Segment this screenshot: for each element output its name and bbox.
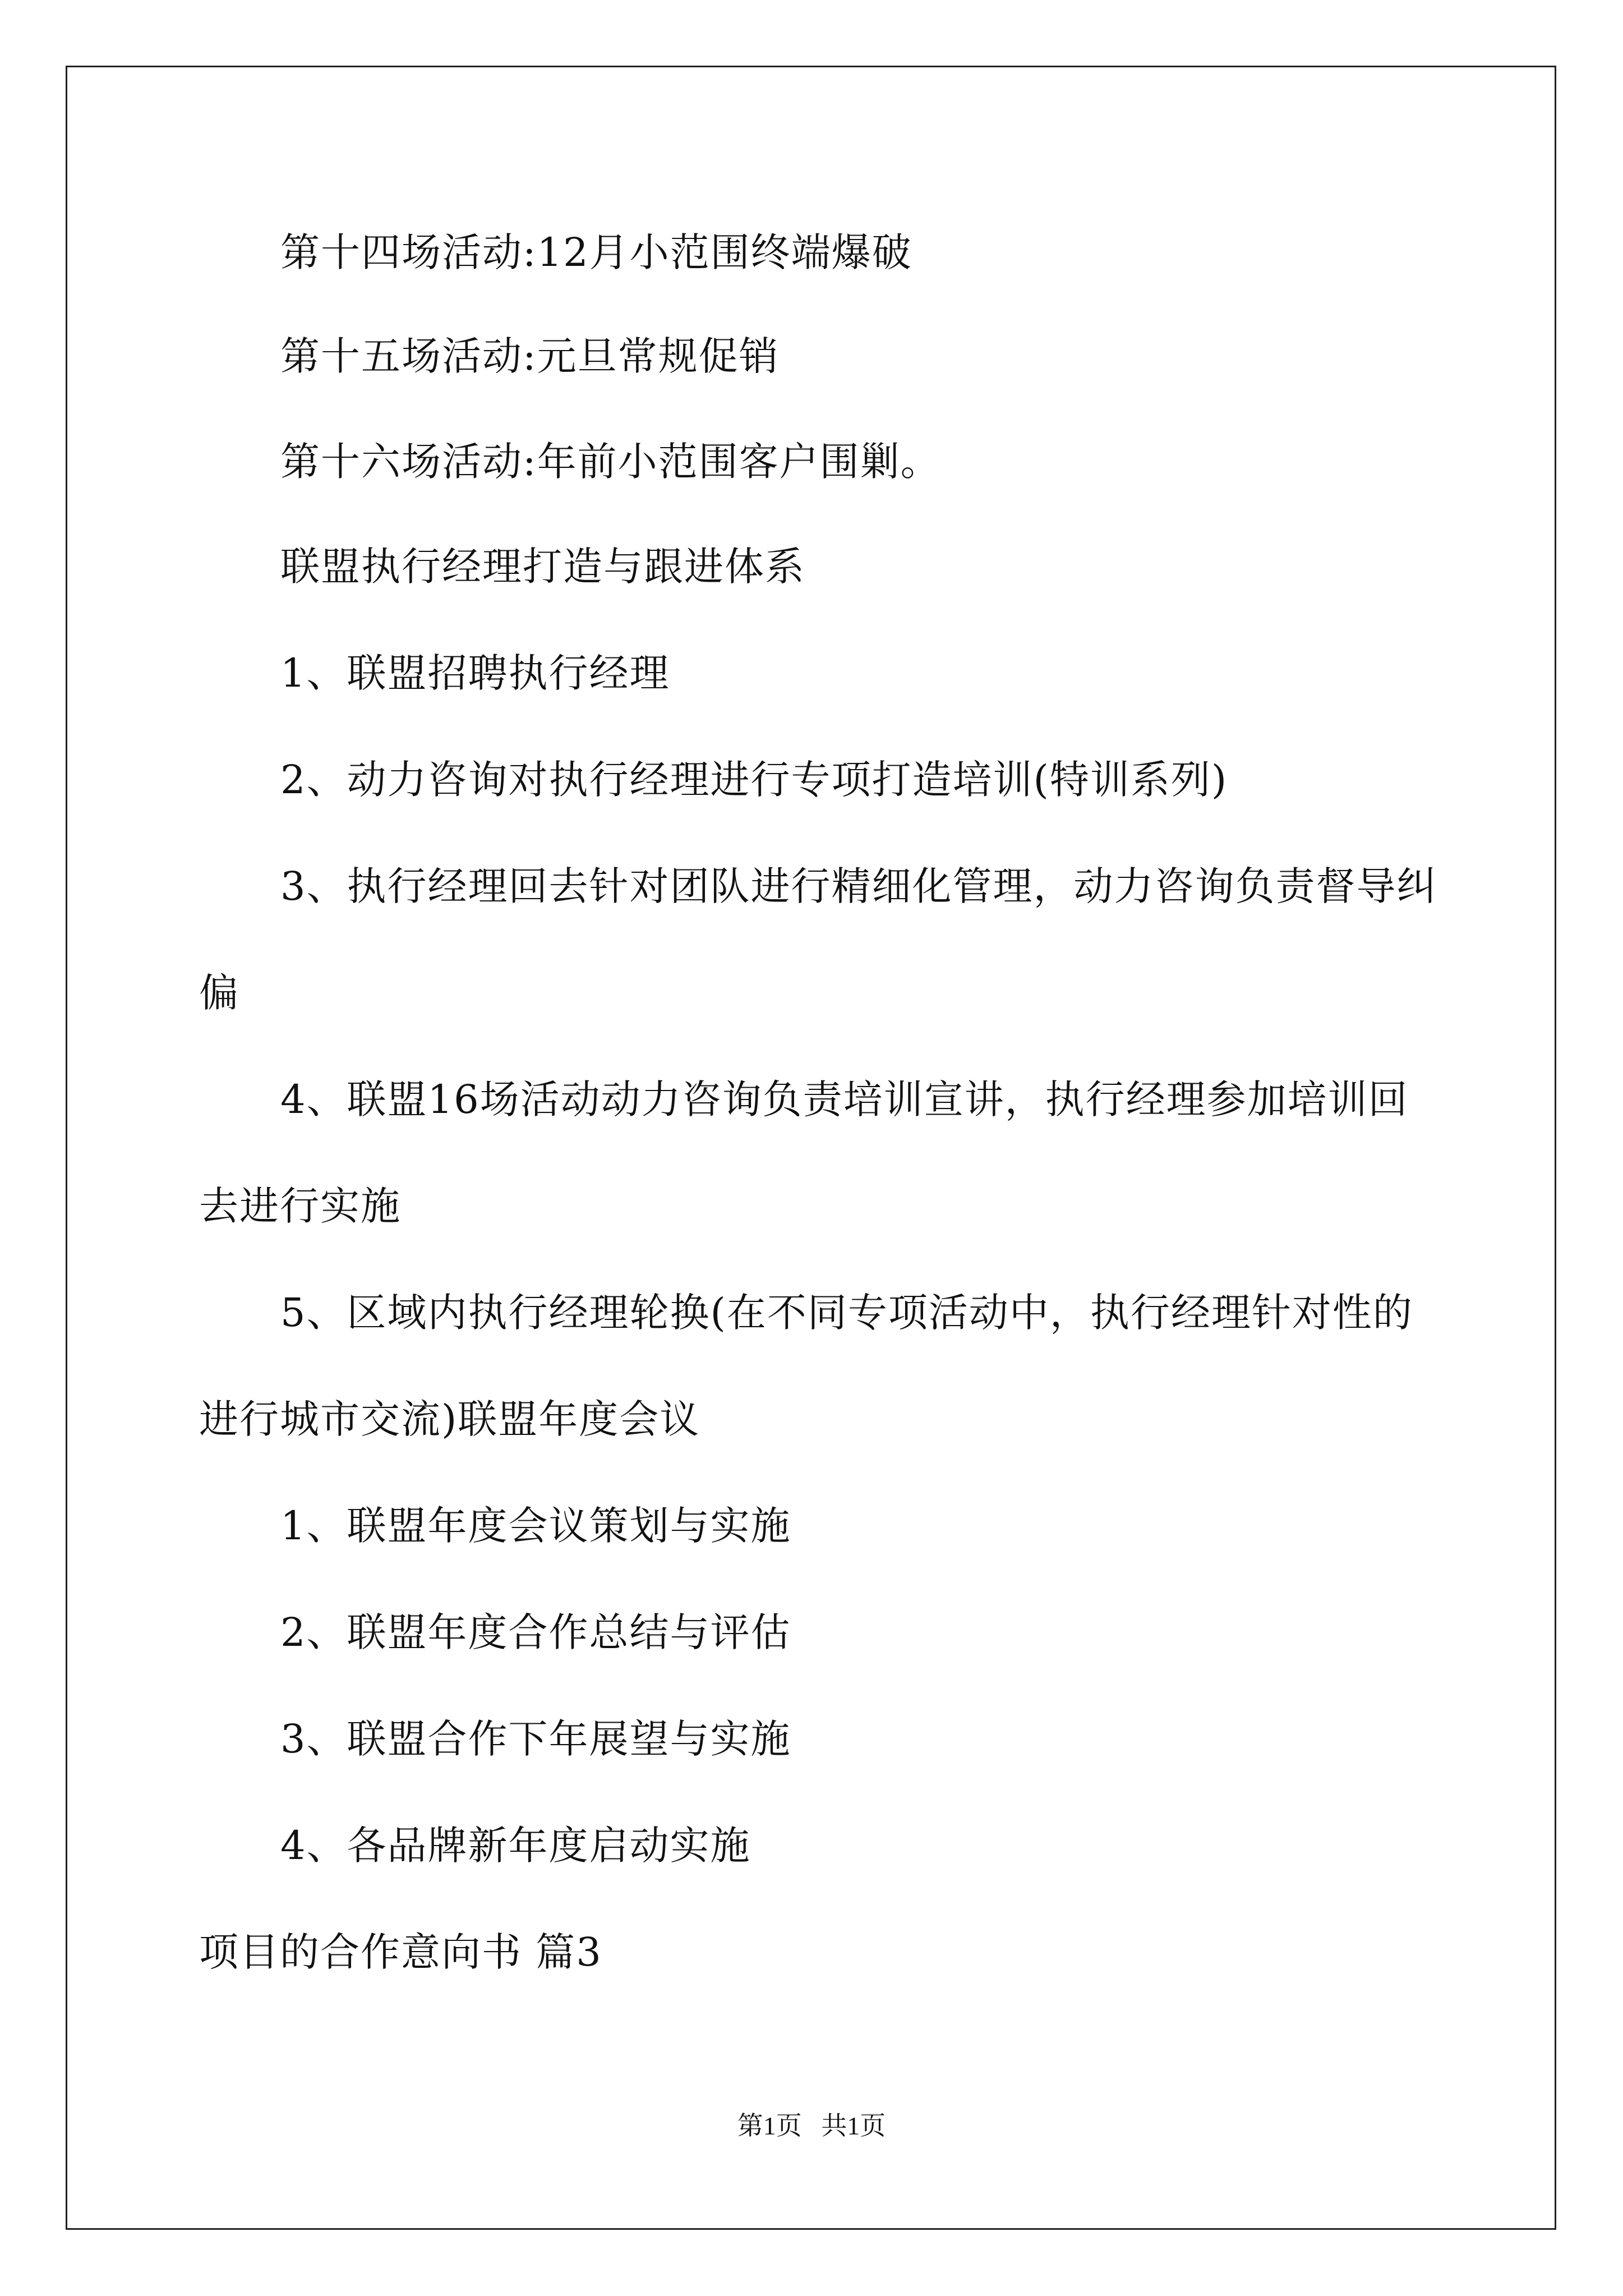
list-item-4: 4、联盟16场活动动力咨询负责培训宣讲，执行经理参加培训回 (280, 1076, 1409, 1122)
list-item-2: 2、动力咨询对执行经理进行专项打造培训(特训系列) (280, 757, 1228, 803)
list-item-3-continuation: 偏 (199, 970, 239, 1016)
annual-meeting-item-2: 2、联盟年度合作总结与评估 (280, 1609, 791, 1655)
list-item-5: 5、区域内执行经理轮换(在不同专项活动中，执行经理针对性的 (280, 1290, 1413, 1336)
list-item-3: 3、执行经理回去针对团队进行精细化管理，动力咨询负责督导纠 (280, 863, 1437, 909)
paragraph-activity-15: 第十五场活动:元旦常规促销 (280, 333, 780, 379)
list-item-4-continuation: 去进行实施 (199, 1183, 401, 1229)
annual-meeting-item-3: 3、联盟合作下年展望与实施 (280, 1716, 791, 1762)
page-footer: 第1页 共1页 (737, 2111, 886, 2140)
paragraph-activity-16: 第十六场活动:年前小范围客户围剿。 (280, 439, 941, 485)
annual-meeting-item-1: 1、联盟年度会议策划与实施 (280, 1503, 791, 1549)
section-heading-manager-system: 联盟执行经理打造与跟进体系 (280, 544, 805, 590)
section-title-part-3: 项目的合作意向书 篇3 (199, 1929, 602, 1975)
annual-meeting-item-4: 4、各品牌新年度启动实施 (280, 1823, 751, 1869)
paragraph-activity-14: 第十四场活动:12月小范围终端爆破 (280, 229, 912, 275)
list-item-5-continuation: 进行城市交流)联盟年度会议 (199, 1396, 700, 1442)
list-item-1: 1、联盟招聘执行经理 (280, 650, 670, 696)
page-border (66, 66, 1556, 2230)
